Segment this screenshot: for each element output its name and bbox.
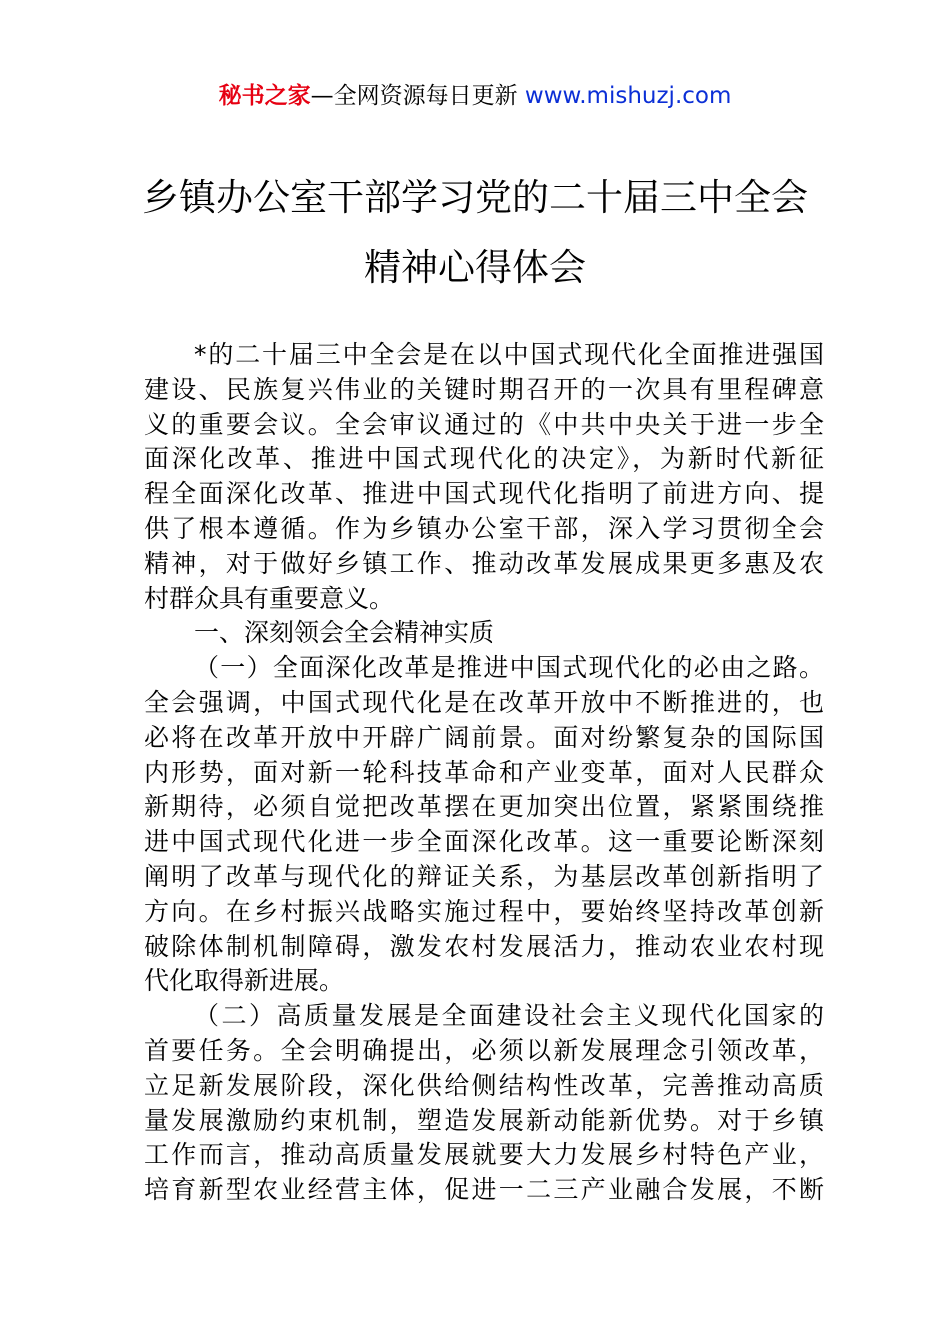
document-title-line-1: 乡镇办公室干部学习党的二十届三中全会 bbox=[142, 176, 808, 219]
paragraph-line: 阐明了改革与现代化的辩证关系，为基层改革创新指明了 bbox=[144, 861, 824, 891]
paragraph-line: 进中国式现代化进一步全面深化改革。这一重要论断深刻 bbox=[144, 827, 824, 857]
document-body bbox=[144, 338, 824, 1208]
document-title-line-2: 精神心得体会 bbox=[364, 246, 586, 289]
paragraph-line: 立足新发展阶段，深化供给侧结构性改革，完善推动高质 bbox=[144, 1070, 824, 1100]
paragraph-line: 代化取得新进展。 bbox=[144, 966, 345, 996]
paragraph-line: 建设、民族复兴伟业的关键时期召开的一次具有里程碑意 bbox=[144, 374, 824, 404]
subsection-heading-line: （二）高质量发展是全面建设社会主义现代化国家的 bbox=[194, 1001, 824, 1031]
subsection-heading-line: （一）全面深化改革是推进中国式现代化的必由之路。 bbox=[194, 653, 824, 683]
paragraph-line: 程全面深化改革、推进中国式现代化指明了前进方向、提 bbox=[144, 479, 824, 509]
paragraph-line: 必将在改革开放中开辟广阔前景。面对纷繁复杂的国际国 bbox=[144, 722, 824, 752]
paragraph-line: 培育新型农业经营主体，促进一二三产业融合发展，不断 bbox=[144, 1175, 824, 1205]
paragraph-line: 方向。在乡村振兴战略实施过程中，要始终坚持改革创新 bbox=[144, 896, 824, 926]
site-header bbox=[0, 80, 950, 112]
paragraph-line: 义的重要会议。全会审议通过的《中共中央关于进一步全 bbox=[144, 409, 824, 439]
section-heading: 一、深刻领会全会精神实质 bbox=[194, 618, 495, 648]
paragraph-line: 工作而言，推动高质量发展就要大力发展乡村特色产业， bbox=[144, 1140, 824, 1170]
paragraph-line: 供了根本遵循。作为乡镇办公室干部，深入学习贯彻全会 bbox=[144, 513, 824, 543]
paragraph-line: 面深化改革、推进中国式现代化的决定》，为新时代新征 bbox=[144, 444, 824, 474]
paragraph-line: *的二十届三中全会是在以中国式现代化全面推进强国 bbox=[194, 340, 824, 369]
paragraph-line: 首要任务。全会明确提出，必须以新发展理念引领改革， bbox=[144, 1035, 824, 1065]
paragraph-line: 新期待，必须自觉把改革摆在更加突出位置，紧紧围绕推 bbox=[144, 792, 824, 822]
paragraph-line: 破除体制机制障碍，激发农村发展活力，推动农业农村现 bbox=[144, 931, 824, 961]
paragraph-line: 精神，对于做好乡镇工作、推动改革发展成果更多惠及农 bbox=[144, 548, 824, 578]
paragraph-line: 内形势，面对新一轮科技革命和产业变革，面对人民群众 bbox=[144, 757, 824, 787]
paragraph-line: 量发展激励约束机制，塑造发展新动能新优势。对于乡镇 bbox=[144, 1105, 824, 1135]
paragraph-line: 全会强调，中国式现代化是在改革开放中不断推进的，也 bbox=[144, 687, 824, 717]
site-tagline: —全网资源每日更新 bbox=[310, 83, 525, 109]
site-url-link[interactable]: www.mishuzj.com bbox=[524, 83, 732, 109]
site-brand: 秘书之家 bbox=[218, 83, 311, 109]
paragraph-line: 村群众具有重要意义。 bbox=[144, 583, 395, 613]
